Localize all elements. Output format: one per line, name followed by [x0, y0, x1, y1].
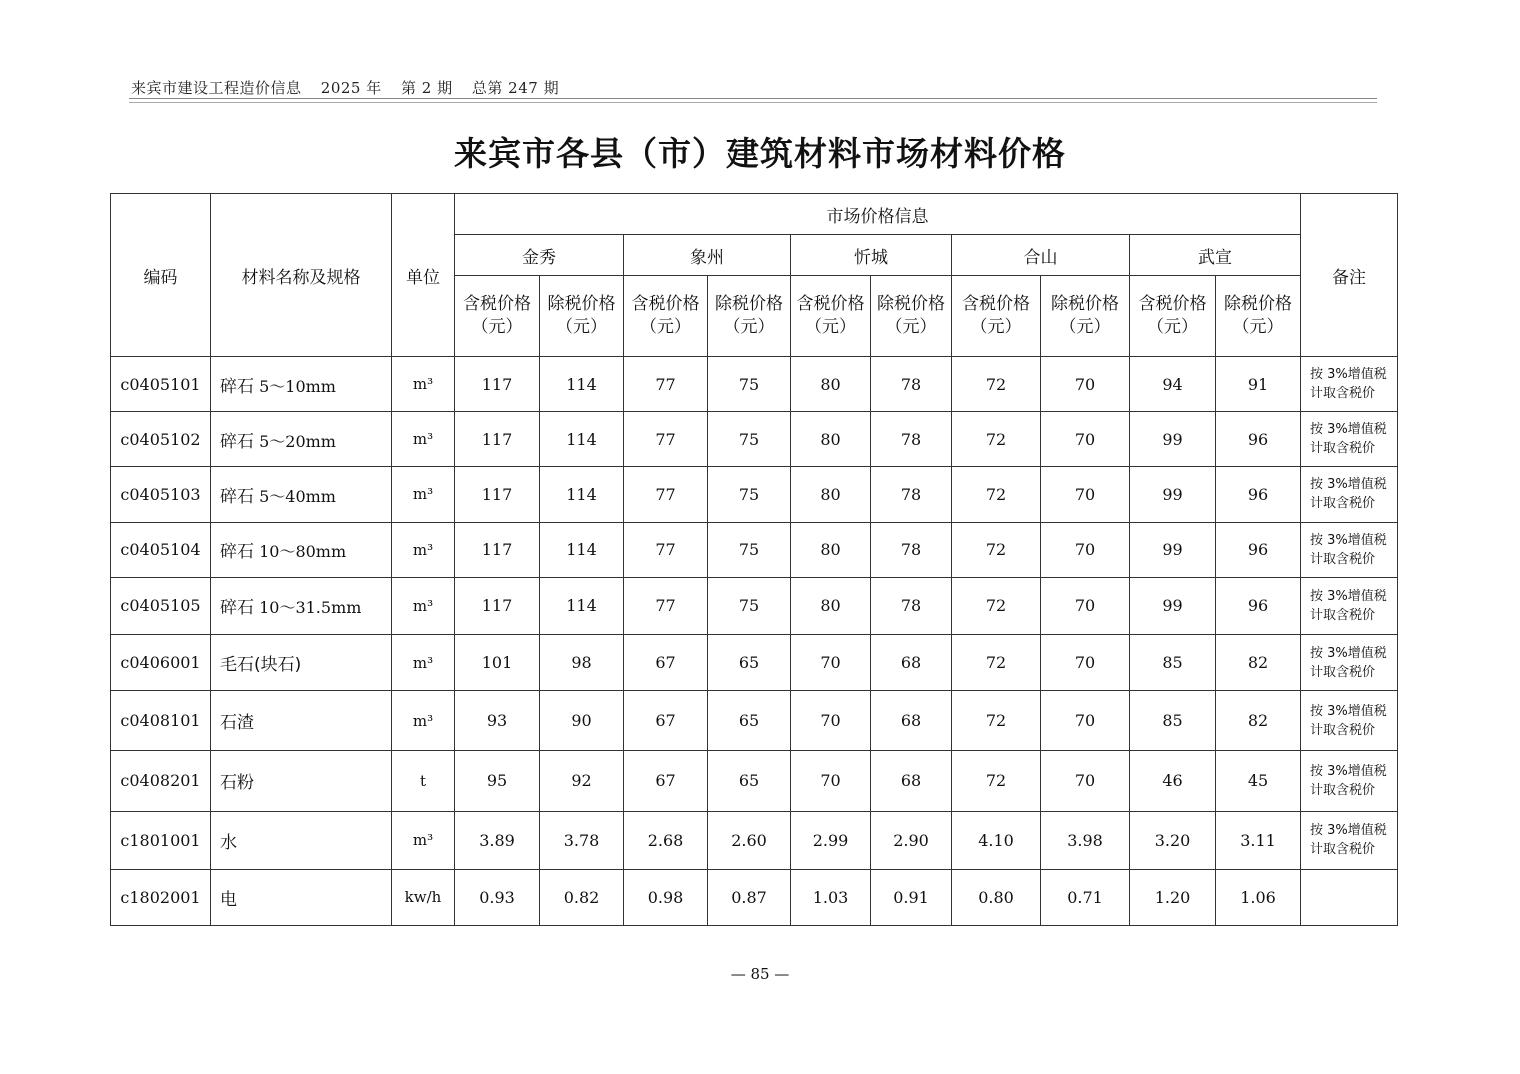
remark-cell	[1301, 634, 1398, 690]
price-tax-exclusive: 65	[708, 634, 791, 690]
price-tax-exclusive: 114	[540, 577, 624, 634]
document-title: 来宾市各县（市）建筑材料市场材料价格	[454, 134, 1066, 173]
price-tax-inclusive: 117	[455, 412, 540, 467]
tax-exclusive-header	[871, 276, 952, 357]
price-tax-inclusive: 101	[455, 634, 540, 690]
remark-line: 按 3%增值税	[1310, 532, 1387, 548]
material-name: 毛石(块石)	[220, 655, 302, 676]
remark-line: 计取含税价	[1310, 386, 1376, 402]
material-name: 碎石	[220, 486, 254, 507]
page-number: — 85 —	[730, 965, 790, 983]
price-tax-inclusive: 80	[791, 412, 871, 467]
region-header: 合山	[952, 235, 1130, 276]
material-name: 电	[220, 889, 237, 910]
price-tax-inclusive: 46	[1130, 751, 1216, 811]
remark-line: 计取含税价	[1310, 607, 1376, 623]
price-type-label: 除税价格	[547, 294, 616, 314]
material-unit: m³	[392, 412, 455, 467]
price-tax-exclusive: 3.78	[540, 811, 624, 869]
price-tax-exclusive: 82	[1216, 691, 1301, 751]
material-name-cell	[211, 811, 392, 869]
material-spec: 5～20mm	[254, 431, 336, 451]
header-divider	[129, 98, 1377, 103]
material-spec: 10～80mm	[254, 542, 347, 562]
remark-line: 按 3%增值税	[1310, 477, 1387, 493]
header-material-name: 材料名称及规格	[211, 194, 392, 357]
price-tax-exclusive: 70	[1041, 522, 1130, 577]
price-tax-inclusive: 99	[1130, 412, 1216, 467]
material-unit: m³	[392, 357, 455, 412]
price-tax-inclusive: 3.89	[455, 811, 540, 869]
currency-label: （元）	[885, 317, 937, 337]
region-header: 忻城	[791, 235, 952, 276]
price-tax-inclusive: 70	[791, 751, 871, 811]
remark-line: 计取含税价	[1310, 496, 1376, 512]
currency-label: （元）	[471, 317, 523, 337]
region-header: 金秀	[455, 235, 624, 276]
currency-label: （元）	[1232, 317, 1284, 337]
remark-cell	[1301, 467, 1398, 522]
price-tax-exclusive: 78	[871, 522, 952, 577]
price-tax-exclusive: 65	[708, 691, 791, 751]
table-row	[111, 811, 1398, 869]
price-type-label: 除税价格	[877, 294, 945, 314]
price-tax-inclusive: 0.98	[624, 869, 708, 925]
header-code: 编码	[111, 194, 211, 357]
price-tax-exclusive: 3.98	[1041, 811, 1130, 869]
material-unit: t	[392, 751, 455, 811]
price-tax-inclusive: 72	[952, 412, 1041, 467]
material-code: c0408101	[111, 691, 211, 751]
price-tax-exclusive: 78	[871, 412, 952, 467]
price-tax-exclusive: 98	[540, 634, 624, 690]
tax-inclusive-header	[791, 276, 871, 357]
price-tax-exclusive: 70	[1041, 691, 1130, 751]
remark-cell	[1301, 691, 1398, 751]
price-type-label: 含税价格	[796, 294, 865, 314]
price-table	[110, 193, 1398, 926]
price-tax-inclusive: 0.80	[952, 869, 1041, 925]
material-unit: kw/h	[392, 869, 455, 925]
price-tax-inclusive: 117	[455, 467, 540, 522]
table-row	[111, 634, 1398, 690]
remark-cell	[1301, 522, 1398, 577]
material-name-cell	[211, 691, 392, 751]
price-tax-inclusive: 77	[624, 467, 708, 522]
material-code: c0405102	[111, 412, 211, 467]
remark-cell	[1301, 751, 1398, 811]
material-name-cell	[211, 869, 392, 925]
remark-line: 按 3%增值税	[1310, 588, 1387, 604]
price-tax-inclusive: 1.20	[1130, 869, 1216, 925]
remark-line: 按 3%增值税	[1310, 763, 1387, 779]
currency-label: （元）	[1059, 317, 1111, 337]
price-tax-inclusive: 67	[624, 691, 708, 751]
currency-label: （元）	[805, 317, 856, 337]
remark-line: 按 3%增值税	[1310, 367, 1387, 383]
material-name-cell	[211, 751, 392, 811]
tax-inclusive-header	[952, 276, 1041, 357]
price-tax-inclusive: 117	[455, 577, 540, 634]
price-type-label: 除税价格	[715, 294, 783, 314]
price-tax-exclusive: 91	[1216, 357, 1301, 412]
price-tax-exclusive: 78	[871, 577, 952, 634]
region-header: 武宣	[1130, 235, 1301, 276]
price-type-label: 含税价格	[962, 294, 1030, 314]
material-spec: 5～40mm	[254, 486, 336, 506]
material-code: c1802001	[111, 869, 211, 925]
price-tax-exclusive: 75	[708, 577, 791, 634]
remark-cell	[1301, 357, 1398, 412]
table-row	[111, 412, 1398, 467]
price-tax-exclusive: 78	[871, 357, 952, 412]
price-tax-inclusive: 117	[455, 522, 540, 577]
material-name-cell	[211, 634, 392, 690]
material-unit: m³	[392, 634, 455, 690]
material-name-cell	[211, 522, 392, 577]
price-tax-exclusive: 96	[1216, 412, 1301, 467]
remark-line: 按 3%增值税	[1310, 645, 1387, 661]
material-name: 碎石	[220, 376, 254, 397]
price-tax-exclusive: 90	[540, 691, 624, 751]
price-tax-exclusive: 92	[540, 751, 624, 811]
price-tax-inclusive: 77	[624, 577, 708, 634]
remark-line: 计取含税价	[1310, 664, 1376, 680]
price-tax-exclusive: 75	[708, 467, 791, 522]
price-tax-exclusive: 114	[540, 467, 624, 522]
material-name-cell	[211, 467, 392, 522]
price-tax-exclusive: 70	[1041, 467, 1130, 522]
table-row	[111, 467, 1398, 522]
remark-line: 计取含税价	[1310, 441, 1376, 457]
price-tax-inclusive: 72	[952, 577, 1041, 634]
price-tax-inclusive: 80	[791, 577, 871, 634]
price-tax-inclusive: 94	[1130, 357, 1216, 412]
table-row	[111, 577, 1398, 634]
price-tax-exclusive: 75	[708, 522, 791, 577]
price-tax-exclusive: 68	[871, 634, 952, 690]
remark-line: 按 3%增值税	[1310, 703, 1387, 719]
material-unit: m³	[392, 467, 455, 522]
table-row	[111, 522, 1398, 577]
price-tax-inclusive: 99	[1130, 522, 1216, 577]
price-tax-exclusive: 3.11	[1216, 811, 1301, 869]
price-tax-inclusive: 70	[791, 634, 871, 690]
price-tax-inclusive: 80	[791, 357, 871, 412]
price-tax-inclusive: 77	[624, 522, 708, 577]
price-tax-exclusive: 114	[540, 522, 624, 577]
material-name: 水	[220, 832, 237, 853]
price-type-label: 含税价格	[631, 294, 700, 314]
price-tax-inclusive: 0.93	[455, 869, 540, 925]
price-tax-inclusive: 80	[791, 522, 871, 577]
price-tax-inclusive: 99	[1130, 467, 1216, 522]
material-code: c1801001	[111, 811, 211, 869]
material-name: 碎石	[220, 431, 254, 452]
remark-line: 计取含税价	[1310, 722, 1376, 738]
material-code: c0406001	[111, 634, 211, 690]
material-unit: m³	[392, 691, 455, 751]
material-code: c0405104	[111, 522, 211, 577]
price-tax-exclusive: 0.82	[540, 869, 624, 925]
publication-name: 来宾市建设工程造价信息	[131, 79, 302, 97]
price-tax-inclusive: 77	[624, 412, 708, 467]
tax-exclusive-header	[540, 276, 624, 357]
price-tax-exclusive: 114	[540, 412, 624, 467]
table-row	[111, 751, 1398, 811]
table-row	[111, 869, 1398, 925]
material-spec: 10～31.5mm	[254, 598, 362, 618]
price-tax-inclusive: 2.68	[624, 811, 708, 869]
price-tax-exclusive: 114	[540, 357, 624, 412]
material-name: 石粉	[220, 773, 254, 794]
price-tax-exclusive: 2.60	[708, 811, 791, 869]
price-tax-inclusive: 85	[1130, 691, 1216, 751]
remark-cell	[1301, 811, 1398, 869]
price-tax-exclusive: 75	[708, 412, 791, 467]
price-tax-inclusive: 3.20	[1130, 811, 1216, 869]
price-tax-inclusive: 72	[952, 467, 1041, 522]
price-tax-inclusive: 72	[952, 357, 1041, 412]
remark-line: 计取含税价	[1310, 551, 1376, 567]
price-tax-exclusive: 2.90	[871, 811, 952, 869]
price-tax-inclusive: 72	[952, 522, 1041, 577]
price-tax-inclusive: 93	[455, 691, 540, 751]
table-row	[111, 357, 1398, 412]
price-tax-exclusive: 70	[1041, 357, 1130, 412]
material-code: c0405103	[111, 467, 211, 522]
tax-exclusive-header	[708, 276, 791, 357]
price-tax-inclusive: 95	[455, 751, 540, 811]
header-remark: 备注	[1301, 194, 1398, 357]
price-tax-inclusive: 99	[1130, 577, 1216, 634]
price-tax-inclusive: 72	[952, 634, 1041, 690]
material-name: 碎石	[220, 598, 254, 619]
price-tax-exclusive: 70	[1041, 412, 1130, 467]
material-unit: m³	[392, 577, 455, 634]
price-tax-exclusive: 68	[871, 691, 952, 751]
running-header	[131, 77, 1377, 98]
header-unit: 单位	[392, 194, 455, 357]
region-header: 象州	[624, 235, 791, 276]
material-spec: 5～10mm	[254, 376, 336, 396]
tax-inclusive-header	[624, 276, 708, 357]
remark-cell	[1301, 412, 1398, 467]
price-tax-exclusive: 65	[708, 751, 791, 811]
table-body	[111, 357, 1398, 926]
price-tax-exclusive: 0.71	[1041, 869, 1130, 925]
publication-total-issue: 总第 247 期	[471, 79, 560, 97]
price-tax-inclusive: 77	[624, 357, 708, 412]
price-tax-exclusive: 0.91	[871, 869, 952, 925]
table-row	[111, 691, 1398, 751]
price-tax-inclusive: 67	[624, 634, 708, 690]
material-name-cell	[211, 577, 392, 634]
price-tax-exclusive: 70	[1041, 634, 1130, 690]
material-code: c0408201	[111, 751, 211, 811]
price-tax-exclusive: 78	[871, 467, 952, 522]
price-tax-exclusive: 96	[1216, 522, 1301, 577]
tax-inclusive-header	[1130, 276, 1216, 357]
remark-line: 按 3%增值税	[1310, 823, 1387, 839]
price-tax-exclusive: 96	[1216, 467, 1301, 522]
price-tax-exclusive: 70	[1041, 577, 1130, 634]
publication-year: 2025 年	[320, 79, 382, 97]
price-type-label: 含税价格	[463, 294, 531, 314]
price-tax-exclusive: 96	[1216, 577, 1301, 634]
publication-issue: 第 2 期	[401, 79, 453, 97]
price-type-label: 除税价格	[1224, 294, 1293, 314]
price-tax-exclusive: 82	[1216, 634, 1301, 690]
currency-label: （元）	[556, 317, 607, 337]
material-unit: m³	[392, 811, 455, 869]
price-tax-inclusive: 67	[624, 751, 708, 811]
price-tax-inclusive: 72	[952, 691, 1041, 751]
material-name-cell	[211, 412, 392, 467]
tax-inclusive-header	[455, 276, 540, 357]
currency-label: （元）	[640, 317, 691, 337]
price-tax-exclusive: 75	[708, 357, 791, 412]
currency-label: （元）	[1147, 317, 1198, 337]
price-tax-inclusive: 1.03	[791, 869, 871, 925]
material-unit: m³	[392, 522, 455, 577]
price-tax-exclusive: 45	[1216, 751, 1301, 811]
remark-cell	[1301, 577, 1398, 634]
price-tax-inclusive: 4.10	[952, 811, 1041, 869]
remark-line: 按 3%增值税	[1310, 422, 1387, 438]
tax-exclusive-header	[1216, 276, 1301, 357]
currency-label: （元）	[723, 317, 775, 337]
currency-label: （元）	[970, 317, 1022, 337]
price-tax-exclusive: 70	[1041, 751, 1130, 811]
material-code: c0405101	[111, 357, 211, 412]
price-tax-exclusive: 0.87	[708, 869, 791, 925]
price-tax-inclusive: 117	[455, 357, 540, 412]
remark-cell	[1301, 869, 1398, 925]
price-tax-exclusive: 68	[871, 751, 952, 811]
tax-exclusive-header	[1041, 276, 1130, 357]
price-tax-inclusive: 70	[791, 691, 871, 751]
price-tax-inclusive: 2.99	[791, 811, 871, 869]
remark-line: 计取含税价	[1310, 782, 1376, 798]
price-type-label: 含税价格	[1138, 294, 1207, 314]
price-type-label: 除税价格	[1051, 294, 1119, 314]
material-code: c0405105	[111, 577, 211, 634]
header-market-price-info: 市场价格信息	[455, 194, 1301, 235]
material-name-cell	[211, 357, 392, 412]
material-name: 石渣	[220, 713, 254, 734]
remark-line: 计取含税价	[1310, 842, 1376, 858]
price-tax-inclusive: 72	[952, 751, 1041, 811]
price-tax-inclusive: 85	[1130, 634, 1216, 690]
price-tax-inclusive: 80	[791, 467, 871, 522]
material-name: 碎石	[220, 542, 254, 563]
price-tax-exclusive: 1.06	[1216, 869, 1301, 925]
